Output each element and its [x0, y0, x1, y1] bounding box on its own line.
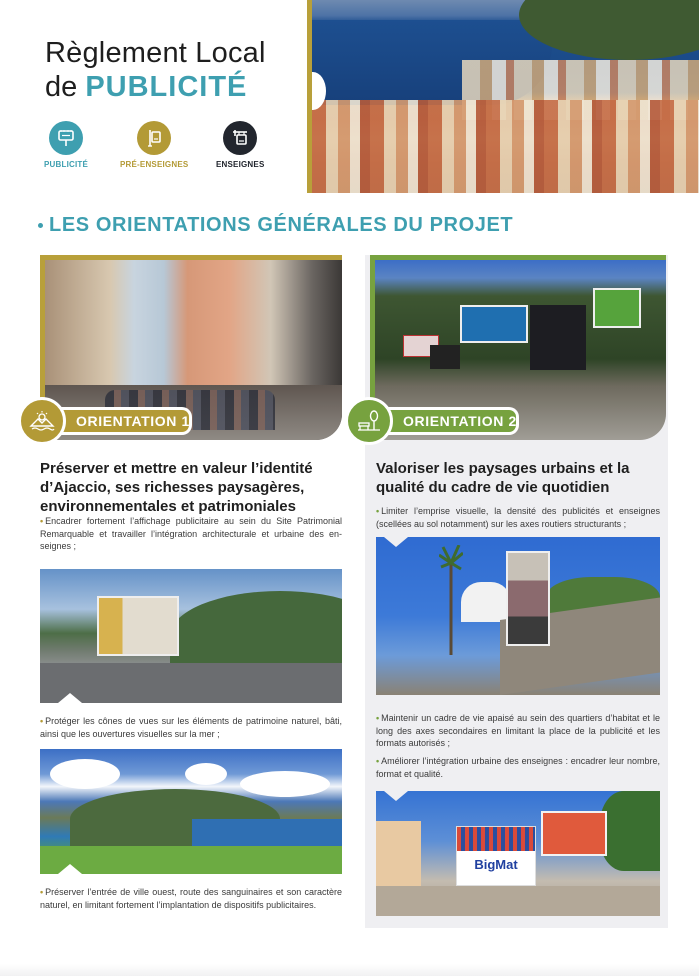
billboard-sign [593, 288, 641, 328]
cloud [50, 759, 120, 789]
header [0, 0, 699, 193]
bench-tree-icon [345, 397, 393, 445]
bullet-marker: • [40, 716, 44, 726]
orientation-1-heading: Préserver et mettre en valeur l’identité d’Ajaccio, ses richesses paysagères, environnementales et patrimoniales [40, 460, 313, 515]
street-level [376, 886, 660, 916]
best-western-sign-photo [376, 537, 660, 695]
hero-photo [307, 0, 699, 193]
orientation-2-bullet-3 [376, 755, 660, 780]
billboard-icon [49, 121, 83, 155]
building [376, 821, 421, 886]
category-legend [40, 121, 280, 171]
orientation-2-bullet-1 [376, 505, 660, 530]
hero-town-near [312, 100, 699, 193]
bullet-marker: • [376, 713, 380, 723]
title-line-1: Règlement Local [45, 37, 266, 69]
orientation-1-bullet-3 [40, 886, 342, 911]
bullet-text: Améliorer l’intégration urbaine des enseignes : encadrer leur nombre, format et qualité. [376, 756, 660, 779]
orientation-1-label: ORIENTATION 1 [56, 407, 192, 435]
page-footer-shade [0, 964, 699, 976]
bullet-text: Maintenir un cadre de vie apaisé au sein des quartiers d’habitat et le long des axes secondaires en limitant la place de la publicité et les formats autorisés ; [376, 713, 660, 748]
grass [40, 846, 342, 874]
bullet-marker: • [40, 887, 44, 897]
billboard-aqueduct-photo [40, 569, 342, 703]
orientation-2-badge [345, 397, 519, 445]
spar-sign [541, 811, 607, 856]
sign-stripe [457, 827, 535, 851]
bigmat-spar-signs-photo [376, 791, 660, 916]
category-pre-enseignes [120, 121, 188, 169]
photo-notch [384, 791, 408, 801]
orientation-1-badge [18, 397, 192, 445]
category-enseignes [216, 121, 264, 169]
bullet-text: Préserver l’entrée de ville ouest, route des sanguinaires et son caractère naturel, en limitant fortement l’implantation de dispositifs publicitaires. [40, 887, 342, 910]
directional-sign-icon [137, 121, 171, 155]
section-title [38, 214, 513, 237]
orientation-2-heading: Valoriser les paysages urbains et la qualité du cadre de vie quotidien [376, 460, 630, 496]
bullet-dot [38, 223, 43, 228]
bigmat-sign [456, 826, 536, 886]
section-title-text: LES ORIENTATIONS GÉNÉRALES DU PROJET [49, 214, 514, 236]
road [40, 663, 342, 703]
sanguinaires-road-photo [40, 749, 342, 874]
billboard-sign [460, 305, 528, 343]
hotel-totem-sign [506, 551, 550, 646]
bullet-marker: • [376, 756, 380, 766]
photo-notch [58, 864, 82, 874]
title-prefix: de [45, 71, 78, 103]
bigmat-logo: BigMat [474, 857, 518, 872]
orientation-1-bullet-2 [40, 715, 342, 740]
bullet-marker: • [40, 516, 44, 526]
category-label: ENSEIGNES [216, 160, 265, 169]
bullet-text: Protéger les cônes de vues sur les éléments de patrimoine naturel, bâti, ainsi que les ouvertures visuelles sur la mer ; [40, 716, 342, 739]
orientation-1-bullet-1 [40, 515, 342, 553]
cloud [240, 771, 330, 797]
bullet-text: Limiter l’emprise visuelle, la densité des publicités et enseignes (scellées au sol notamment) sur les axes routiers structurants ; [376, 506, 660, 529]
billboard-sign [530, 305, 586, 370]
title-accent: PUBLICITÉ [85, 71, 248, 103]
bullet-marker: • [376, 506, 380, 516]
cloud [185, 763, 227, 785]
tree [600, 791, 660, 871]
palm-tree [439, 545, 463, 655]
building [461, 582, 511, 622]
category-label: PRÉ-ENSEIGNES [120, 160, 189, 169]
title-line-2 [45, 70, 266, 104]
mountain-sun-icon [18, 397, 66, 445]
category-label: PUBLICITÉ [44, 160, 89, 169]
bullet-text: Encadrer fortement l’affichage publicitaire au sein du Site Patrimonial Remarquable et travailler l’intégration architecturale et urbaine des en-seignes ; [40, 516, 342, 551]
photo-notch [384, 537, 408, 547]
billboard-sign [430, 345, 460, 369]
billboard [97, 596, 179, 656]
photo-notch [58, 693, 82, 703]
shop-sign-icon [223, 121, 257, 155]
document-title [45, 36, 266, 104]
category-publicite [44, 121, 88, 169]
orientation-2-label: ORIENTATION 2 [383, 407, 519, 435]
orientation-2-bullet-2 [376, 712, 660, 750]
